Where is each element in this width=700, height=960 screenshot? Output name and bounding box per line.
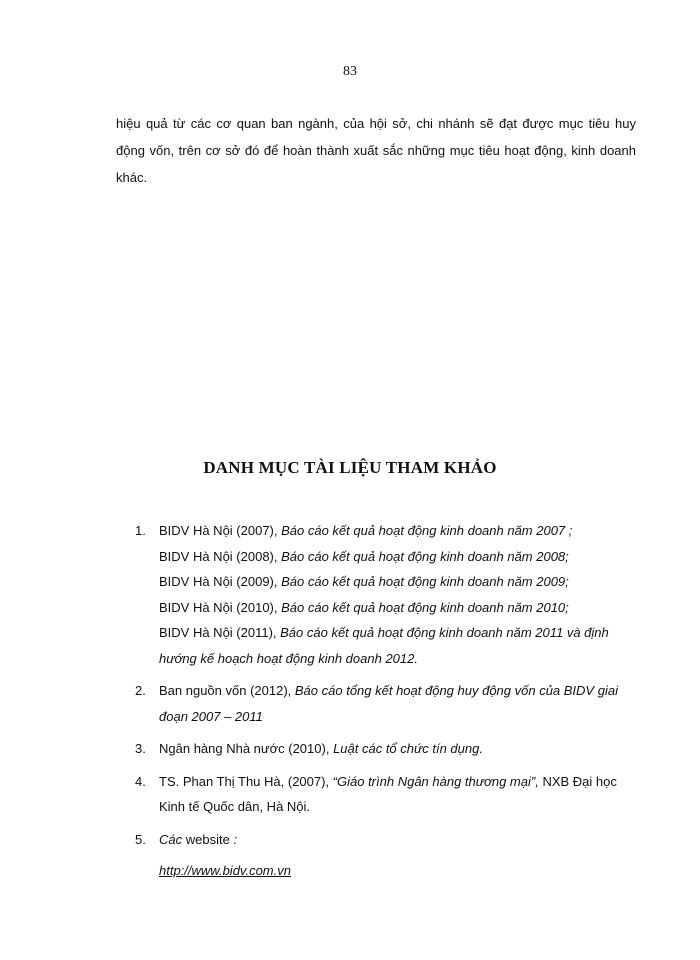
reference-number: 3. <box>135 741 146 756</box>
page-number: 83 <box>343 64 357 79</box>
reference-number: 5. <box>135 831 146 847</box>
reference-line: BIDV Hà Nội (2009), Báo cáo kết quả hoạt động kinh doanh năm 2009; <box>159 574 569 589</box>
reference-text: TS. Phan Thị Thu Hà, (2007), “Giáo trình Ngân hàng thương mại”, NXB Đại học Kinh tế Quốc dân, Hà Nội. <box>159 773 617 814</box>
reference-line: BIDV Hà Nội (2008), Báo cáo kết quả hoạt động kinh doanh năm 2008; <box>159 548 569 564</box>
reference-list <box>135 518 640 891</box>
reference-text: Ban nguồn vốn (2012), Báo cáo tổng kết hoạt động huy động vốn của BIDV giai đoạn 2007 – 2011 <box>159 683 618 724</box>
reference-number: 1. <box>135 523 146 538</box>
reference-item-4 <box>135 769 640 820</box>
reference-text: Các website : <box>159 831 238 847</box>
reference-line: BIDV Hà Nội (2011), Báo cáo kết quả hoạt động kinh doanh năm 2011 và định hướng kế hoạch hoạt động kinh doanh 2012. <box>159 625 609 666</box>
reference-item-3 <box>135 736 640 762</box>
bidv-website-link[interactable]: http://www.bidv.com.vn <box>159 863 291 878</box>
reference-item-1 <box>135 518 640 671</box>
reference-line: BIDV Hà Nội (2007), Báo cáo kết quả hoạt động kinh doanh năm 2007 ; <box>159 523 573 538</box>
reference-number: 2. <box>135 683 146 698</box>
references-heading: DANH MỤC TÀI LIỆU THAM KHẢO <box>203 458 497 477</box>
reference-number: 4. <box>135 773 146 789</box>
reference-item-5 <box>135 827 640 884</box>
reference-line: BIDV Hà Nội (2010), Báo cáo kết quả hoạt động kinh doanh năm 2010; <box>159 599 569 615</box>
intro-paragraph: hiệu quả từ các cơ quan ban ngành, của hội sở, chi nhánh sẽ đạt được mục tiêu huy động vốn, trên cơ sở đó để hoàn thành xuất sắc những mục tiêu hoạt động, kinh doanh khác. <box>116 116 636 185</box>
reference-text: Ngân hàng Nhà nước (2010), Luật các tổ chức tín dụng. <box>159 741 483 756</box>
reference-item-2 <box>135 678 640 729</box>
